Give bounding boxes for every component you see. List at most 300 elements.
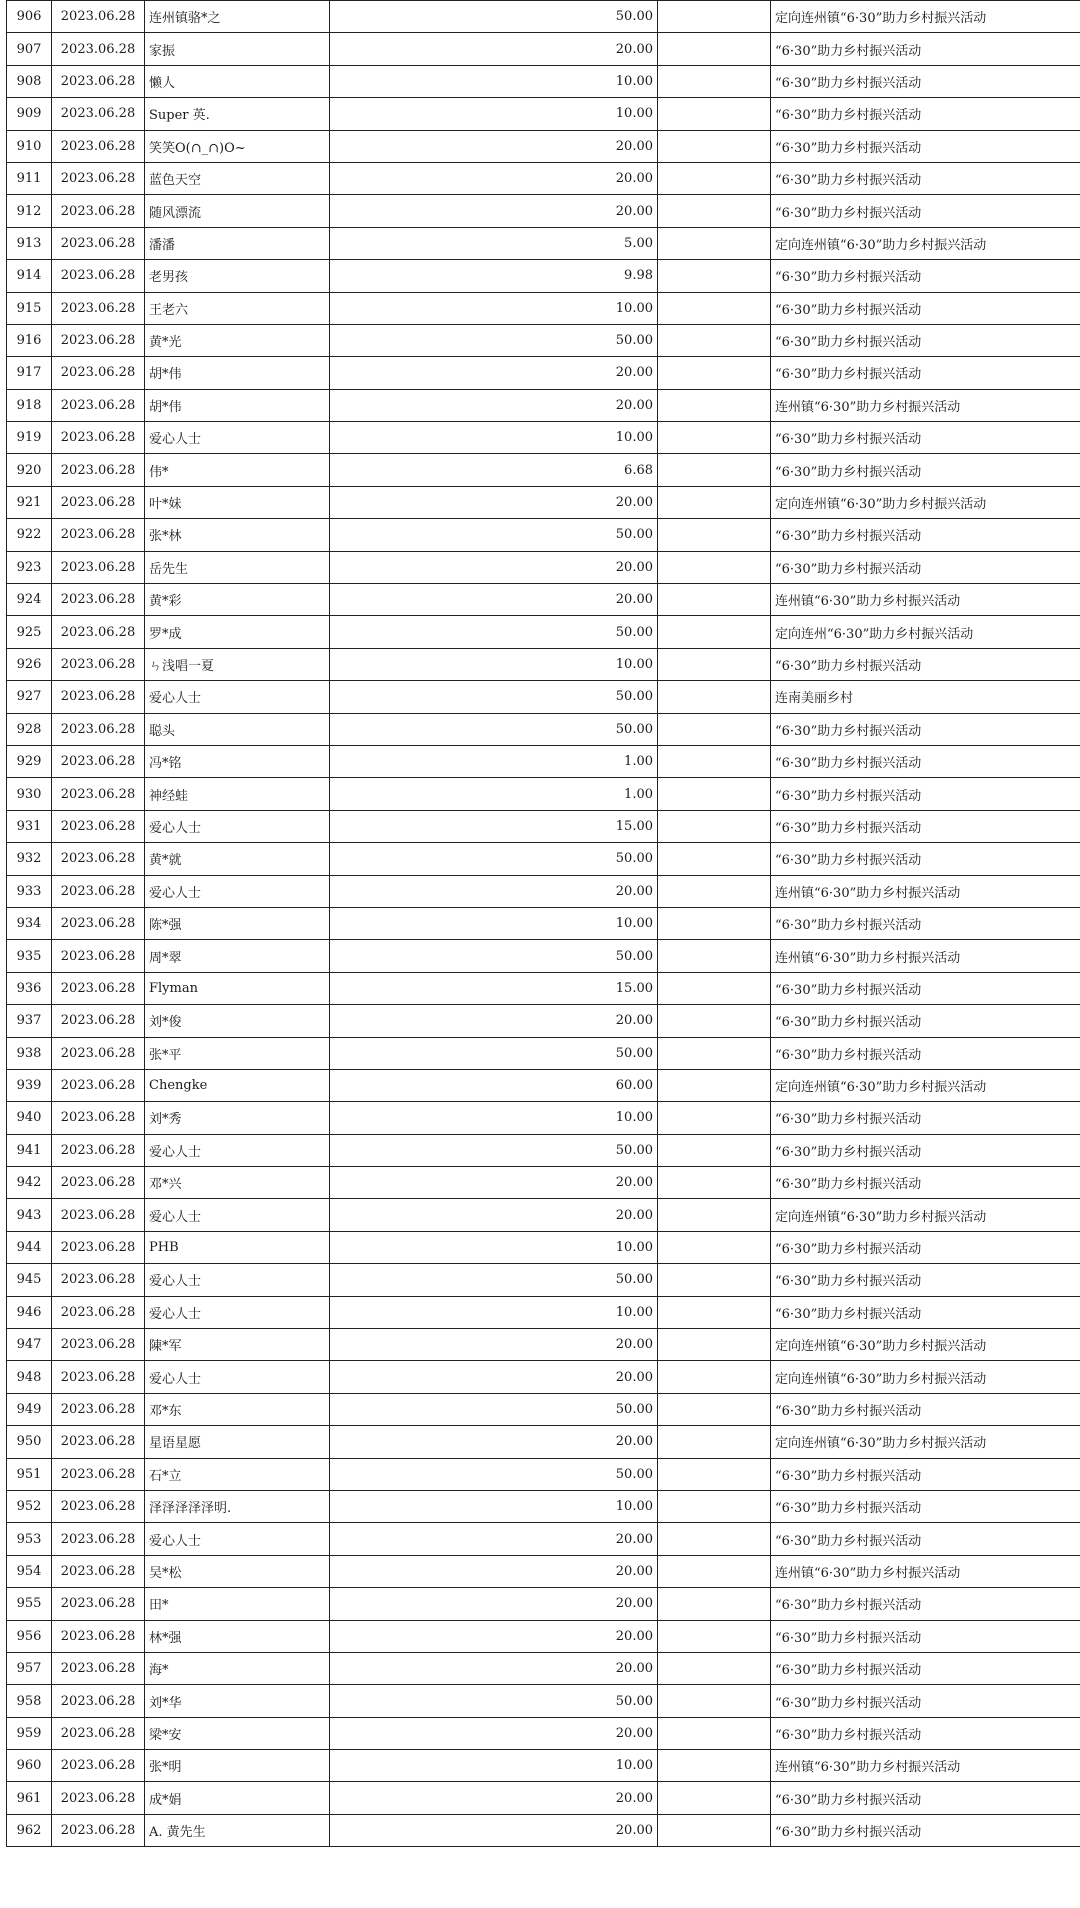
- purpose-cell: 定向连州镇“6·30”助力乡村振兴活动: [771, 227, 1080, 259]
- amount-cell: 50.00: [330, 1, 658, 33]
- row-number-cell: 922: [7, 519, 52, 551]
- row-number-cell: 927: [7, 681, 52, 713]
- donor-name-cell: 海*: [145, 1652, 330, 1684]
- donor-name-cell: 聪头: [145, 713, 330, 745]
- donor-name-cell: 神经蛙: [145, 778, 330, 810]
- purpose-cell: “6·30”助力乡村振兴活动: [771, 1523, 1080, 1555]
- row-number-cell: 913: [7, 227, 52, 259]
- date-cell: 2023.06.28: [52, 1458, 145, 1490]
- purpose-cell: 连州镇“6·30”助力乡村振兴活动: [771, 389, 1080, 421]
- table-row: [7, 1620, 1080, 1652]
- amount-cell: 10.00: [330, 1231, 658, 1263]
- date-cell: 2023.06.28: [52, 65, 145, 97]
- donor-name-cell: PHB: [145, 1231, 330, 1263]
- table-row: [7, 65, 1080, 97]
- table-row: [7, 1231, 1080, 1263]
- blank-cell: [658, 1134, 771, 1166]
- row-number-cell: 943: [7, 1199, 52, 1231]
- table-row: [7, 1652, 1080, 1684]
- donor-name-cell: 胡*伟: [145, 357, 330, 389]
- row-number-cell: 916: [7, 324, 52, 356]
- date-cell: 2023.06.28: [52, 1555, 145, 1587]
- purpose-cell: 连州镇“6·30”助力乡村振兴活动: [771, 940, 1080, 972]
- donor-name-cell: 潘潘: [145, 227, 330, 259]
- purpose-cell: “6·30”助力乡村振兴活动: [771, 162, 1080, 194]
- date-cell: 2023.06.28: [52, 843, 145, 875]
- row-number-cell: 912: [7, 195, 52, 227]
- amount-cell: 20.00: [330, 1555, 658, 1587]
- row-number-cell: 911: [7, 162, 52, 194]
- blank-cell: [658, 551, 771, 583]
- date-cell: 2023.06.28: [52, 681, 145, 713]
- purpose-cell: 连州镇“6·30”助力乡村振兴活动: [771, 584, 1080, 616]
- donor-name-cell: 周*翠: [145, 940, 330, 972]
- row-number-cell: 932: [7, 843, 52, 875]
- table-row: [7, 1426, 1080, 1458]
- table-row: [7, 1037, 1080, 1069]
- table-row: [7, 1588, 1080, 1620]
- amount-cell: 20.00: [330, 1620, 658, 1652]
- donor-name-cell: 连州镇骆*之: [145, 1, 330, 33]
- amount-cell: 15.00: [330, 810, 658, 842]
- table-row: [7, 1199, 1080, 1231]
- blank-cell: [658, 130, 771, 162]
- purpose-cell: “6·30”助力乡村振兴活动: [771, 357, 1080, 389]
- donor-name-cell: 爱心人士: [145, 1264, 330, 1296]
- date-cell: 2023.06.28: [52, 1717, 145, 1749]
- amount-cell: 20.00: [330, 1167, 658, 1199]
- table-row: [7, 1393, 1080, 1425]
- amount-cell: 50.00: [330, 940, 658, 972]
- amount-cell: 60.00: [330, 1069, 658, 1101]
- amount-cell: 10.00: [330, 65, 658, 97]
- donor-name-cell: 爱心人士: [145, 875, 330, 907]
- purpose-cell: “6·30”助力乡村振兴活动: [771, 1231, 1080, 1263]
- donor-name-cell: 泽泽泽泽泽明.: [145, 1490, 330, 1522]
- table-row: [7, 940, 1080, 972]
- amount-cell: 20.00: [330, 1426, 658, 1458]
- row-number-cell: 946: [7, 1296, 52, 1328]
- blank-cell: [658, 195, 771, 227]
- donor-name-cell: 岳先生: [145, 551, 330, 583]
- row-number-cell: 955: [7, 1588, 52, 1620]
- table-row: [7, 745, 1080, 777]
- table-row: [7, 98, 1080, 130]
- amount-cell: 50.00: [330, 1393, 658, 1425]
- row-number-cell: 914: [7, 260, 52, 292]
- table-row: [7, 584, 1080, 616]
- date-cell: 2023.06.28: [52, 1426, 145, 1458]
- table-row: [7, 1750, 1080, 1782]
- blank-cell: [658, 907, 771, 939]
- purpose-cell: “6·30”助力乡村振兴活动: [771, 1005, 1080, 1037]
- table-row: [7, 1005, 1080, 1037]
- purpose-cell: 连州镇“6·30”助力乡村振兴活动: [771, 875, 1080, 907]
- blank-cell: [658, 1329, 771, 1361]
- donor-name-cell: 张*林: [145, 519, 330, 551]
- blank-cell: [658, 1782, 771, 1814]
- donor-name-cell: 陳*军: [145, 1329, 330, 1361]
- table-row: [7, 551, 1080, 583]
- table-row: [7, 195, 1080, 227]
- amount-cell: 20.00: [330, 1652, 658, 1684]
- blank-cell: [658, 940, 771, 972]
- amount-cell: 20.00: [330, 1361, 658, 1393]
- date-cell: 2023.06.28: [52, 130, 145, 162]
- amount-cell: 20.00: [330, 1329, 658, 1361]
- purpose-cell: “6·30”助力乡村振兴活动: [771, 713, 1080, 745]
- purpose-cell: “6·30”助力乡村振兴活动: [771, 907, 1080, 939]
- purpose-cell: “6·30”助力乡村振兴活动: [771, 1588, 1080, 1620]
- amount-cell: 1.00: [330, 745, 658, 777]
- donor-name-cell: 爱心人士: [145, 1296, 330, 1328]
- amount-cell: 50.00: [330, 1264, 658, 1296]
- purpose-cell: 定向连州镇“6·30”助力乡村振兴活动: [771, 1, 1080, 33]
- blank-cell: [658, 1814, 771, 1846]
- table-row: [7, 1329, 1080, 1361]
- blank-cell: [658, 162, 771, 194]
- amount-cell: 5.00: [330, 227, 658, 259]
- date-cell: 2023.06.28: [52, 1199, 145, 1231]
- amount-cell: 20.00: [330, 1523, 658, 1555]
- donor-name-cell: 伟*: [145, 454, 330, 486]
- donor-name-cell: 黄*就: [145, 843, 330, 875]
- purpose-cell: “6·30”助力乡村振兴活动: [771, 1037, 1080, 1069]
- blank-cell: [658, 1037, 771, 1069]
- row-number-cell: 915: [7, 292, 52, 324]
- date-cell: 2023.06.28: [52, 778, 145, 810]
- blank-cell: [658, 98, 771, 130]
- donor-name-cell: 罗*成: [145, 616, 330, 648]
- table-row: [7, 1296, 1080, 1328]
- amount-cell: 50.00: [330, 713, 658, 745]
- row-number-cell: 931: [7, 810, 52, 842]
- blank-cell: [658, 1199, 771, 1231]
- donor-name-cell: 蓝色天空: [145, 162, 330, 194]
- table-row: [7, 1134, 1080, 1166]
- date-cell: 2023.06.28: [52, 260, 145, 292]
- table-row: [7, 1717, 1080, 1749]
- donor-name-cell: 张*明: [145, 1750, 330, 1782]
- date-cell: 2023.06.28: [52, 810, 145, 842]
- donor-name-cell: 胡*伟: [145, 389, 330, 421]
- amount-cell: 20.00: [330, 1005, 658, 1037]
- table-row: [7, 1685, 1080, 1717]
- purpose-cell: “6·30”助力乡村振兴活动: [771, 422, 1080, 454]
- amount-cell: 20.00: [330, 584, 658, 616]
- amount-cell: 20.00: [330, 1814, 658, 1846]
- donor-name-cell: 刘*秀: [145, 1102, 330, 1134]
- blank-cell: [658, 810, 771, 842]
- amount-cell: 20.00: [330, 875, 658, 907]
- donor-name-cell: 爱心人士: [145, 681, 330, 713]
- donor-name-cell: 爱心人士: [145, 422, 330, 454]
- row-number-cell: 919: [7, 422, 52, 454]
- purpose-cell: 连南美丽乡村: [771, 681, 1080, 713]
- blank-cell: [658, 324, 771, 356]
- row-number-cell: 961: [7, 1782, 52, 1814]
- blank-cell: [658, 1264, 771, 1296]
- amount-cell: 50.00: [330, 1037, 658, 1069]
- amount-cell: 10.00: [330, 1490, 658, 1522]
- table-row: [7, 713, 1080, 745]
- donor-name-cell: 爱心人士: [145, 1199, 330, 1231]
- date-cell: 2023.06.28: [52, 551, 145, 583]
- row-number-cell: 924: [7, 584, 52, 616]
- blank-cell: [658, 1458, 771, 1490]
- donor-name-cell: 爱心人士: [145, 1134, 330, 1166]
- purpose-cell: 定向连州镇“6·30”助力乡村振兴活动: [771, 1361, 1080, 1393]
- table-row: [7, 843, 1080, 875]
- row-number-cell: 952: [7, 1490, 52, 1522]
- blank-cell: [658, 292, 771, 324]
- row-number-cell: 958: [7, 1685, 52, 1717]
- blank-cell: [658, 1069, 771, 1101]
- date-cell: 2023.06.28: [52, 1490, 145, 1522]
- donor-name-cell: Chengke: [145, 1069, 330, 1101]
- table-row: [7, 1458, 1080, 1490]
- blank-cell: [658, 843, 771, 875]
- table-row: [7, 648, 1080, 680]
- date-cell: 2023.06.28: [52, 1814, 145, 1846]
- date-cell: 2023.06.28: [52, 33, 145, 65]
- purpose-cell: 定向连州镇“6·30”助力乡村振兴活动: [771, 1199, 1080, 1231]
- purpose-cell: “6·30”助力乡村振兴活动: [771, 810, 1080, 842]
- date-cell: 2023.06.28: [52, 162, 145, 194]
- table-row: [7, 681, 1080, 713]
- date-cell: 2023.06.28: [52, 486, 145, 518]
- date-cell: 2023.06.28: [52, 1264, 145, 1296]
- purpose-cell: “6·30”助力乡村振兴活动: [771, 292, 1080, 324]
- purpose-cell: 定向连州“6·30”助力乡村振兴活动: [771, 616, 1080, 648]
- donor-name-cell: Super 英.: [145, 98, 330, 130]
- amount-cell: 10.00: [330, 648, 658, 680]
- table-row: [7, 616, 1080, 648]
- date-cell: 2023.06.28: [52, 1329, 145, 1361]
- amount-cell: 50.00: [330, 324, 658, 356]
- row-number-cell: 962: [7, 1814, 52, 1846]
- donor-name-cell: 成*娟: [145, 1782, 330, 1814]
- table-row: [7, 422, 1080, 454]
- date-cell: 2023.06.28: [52, 1005, 145, 1037]
- row-number-cell: 953: [7, 1523, 52, 1555]
- blank-cell: [658, 972, 771, 1004]
- date-cell: 2023.06.28: [52, 616, 145, 648]
- date-cell: 2023.06.28: [52, 519, 145, 551]
- date-cell: 2023.06.28: [52, 1620, 145, 1652]
- amount-cell: 20.00: [330, 486, 658, 518]
- amount-cell: 10.00: [330, 1102, 658, 1134]
- donation-table: [6, 0, 1080, 1847]
- date-cell: 2023.06.28: [52, 875, 145, 907]
- date-cell: 2023.06.28: [52, 940, 145, 972]
- table-row: [7, 1523, 1080, 1555]
- blank-cell: [658, 875, 771, 907]
- table-row: [7, 1264, 1080, 1296]
- purpose-cell: “6·30”助力乡村振兴活动: [771, 65, 1080, 97]
- donor-name-cell: 随风漂流: [145, 195, 330, 227]
- donor-name-cell: 张*平: [145, 1037, 330, 1069]
- blank-cell: [658, 1490, 771, 1522]
- date-cell: 2023.06.28: [52, 1393, 145, 1425]
- donor-name-cell: 叶*妹: [145, 486, 330, 518]
- row-number-cell: 948: [7, 1361, 52, 1393]
- table-row: [7, 1782, 1080, 1814]
- row-number-cell: 918: [7, 389, 52, 421]
- amount-cell: 20.00: [330, 33, 658, 65]
- date-cell: 2023.06.28: [52, 1296, 145, 1328]
- blank-cell: [658, 1652, 771, 1684]
- purpose-cell: “6·30”助力乡村振兴活动: [771, 1620, 1080, 1652]
- date-cell: 2023.06.28: [52, 1588, 145, 1620]
- blank-cell: [658, 745, 771, 777]
- row-number-cell: 925: [7, 616, 52, 648]
- purpose-cell: “6·30”助力乡村振兴活动: [771, 1134, 1080, 1166]
- date-cell: 2023.06.28: [52, 454, 145, 486]
- table-row: [7, 972, 1080, 1004]
- row-number-cell: 949: [7, 1393, 52, 1425]
- blank-cell: [658, 1102, 771, 1134]
- date-cell: 2023.06.28: [52, 1361, 145, 1393]
- table-row: [7, 130, 1080, 162]
- purpose-cell: 连州镇“6·30”助力乡村振兴活动: [771, 1750, 1080, 1782]
- date-cell: 2023.06.28: [52, 195, 145, 227]
- blank-cell: [658, 389, 771, 421]
- amount-cell: 9.98: [330, 260, 658, 292]
- date-cell: 2023.06.28: [52, 422, 145, 454]
- amount-cell: 20.00: [330, 1782, 658, 1814]
- purpose-cell: “6·30”助力乡村振兴活动: [771, 33, 1080, 65]
- row-number-cell: 907: [7, 33, 52, 65]
- blank-cell: [658, 1717, 771, 1749]
- date-cell: 2023.06.28: [52, 1750, 145, 1782]
- row-number-cell: 928: [7, 713, 52, 745]
- purpose-cell: “6·30”助力乡村振兴活动: [771, 1296, 1080, 1328]
- date-cell: 2023.06.28: [52, 907, 145, 939]
- row-number-cell: 959: [7, 1717, 52, 1749]
- blank-cell: [658, 1005, 771, 1037]
- amount-cell: 20.00: [330, 195, 658, 227]
- amount-cell: 6.68: [330, 454, 658, 486]
- table-row: [7, 227, 1080, 259]
- donor-name-cell: 刘*俊: [145, 1005, 330, 1037]
- table-row: [7, 907, 1080, 939]
- amount-cell: 10.00: [330, 98, 658, 130]
- blank-cell: [658, 357, 771, 389]
- row-number-cell: 942: [7, 1167, 52, 1199]
- row-number-cell: 926: [7, 648, 52, 680]
- table-row: [7, 357, 1080, 389]
- row-number-cell: 910: [7, 130, 52, 162]
- purpose-cell: “6·30”助力乡村振兴活动: [771, 130, 1080, 162]
- date-cell: 2023.06.28: [52, 1069, 145, 1101]
- purpose-cell: “6·30”助力乡村振兴活动: [771, 98, 1080, 130]
- row-number-cell: 939: [7, 1069, 52, 1101]
- purpose-cell: 定向连州镇“6·30”助力乡村振兴活动: [771, 1329, 1080, 1361]
- purpose-cell: “6·30”助力乡村振兴活动: [771, 843, 1080, 875]
- donor-name-cell: Flyman: [145, 972, 330, 1004]
- amount-cell: 20.00: [330, 1588, 658, 1620]
- amount-cell: 50.00: [330, 616, 658, 648]
- row-number-cell: 908: [7, 65, 52, 97]
- row-number-cell: 944: [7, 1231, 52, 1263]
- blank-cell: [658, 1523, 771, 1555]
- blank-cell: [658, 1426, 771, 1458]
- blank-cell: [658, 1685, 771, 1717]
- donation-table-body: [7, 1, 1080, 1847]
- amount-cell: 10.00: [330, 1296, 658, 1328]
- table-row: [7, 1814, 1080, 1846]
- row-number-cell: 930: [7, 778, 52, 810]
- purpose-cell: 定向连州镇“6·30”助力乡村振兴活动: [771, 486, 1080, 518]
- row-number-cell: 937: [7, 1005, 52, 1037]
- date-cell: 2023.06.28: [52, 1, 145, 33]
- purpose-cell: 定向连州镇“6·30”助力乡村振兴活动: [771, 1069, 1080, 1101]
- amount-cell: 15.00: [330, 972, 658, 1004]
- date-cell: 2023.06.28: [52, 713, 145, 745]
- table-row: [7, 1555, 1080, 1587]
- blank-cell: [658, 1393, 771, 1425]
- purpose-cell: “6·30”助力乡村振兴活动: [771, 1264, 1080, 1296]
- table-row: [7, 454, 1080, 486]
- date-cell: 2023.06.28: [52, 1102, 145, 1134]
- purpose-cell: “6·30”助力乡村振兴活动: [771, 551, 1080, 583]
- purpose-cell: 连州镇“6·30”助力乡村振兴活动: [771, 1555, 1080, 1587]
- donor-name-cell: 林*强: [145, 1620, 330, 1652]
- amount-cell: 50.00: [330, 681, 658, 713]
- amount-cell: 50.00: [330, 1134, 658, 1166]
- purpose-cell: “6·30”助力乡村振兴活动: [771, 1458, 1080, 1490]
- row-number-cell: 941: [7, 1134, 52, 1166]
- blank-cell: [658, 33, 771, 65]
- amount-cell: 1.00: [330, 778, 658, 810]
- donor-name-cell: 梁*安: [145, 1717, 330, 1749]
- row-number-cell: 957: [7, 1652, 52, 1684]
- blank-cell: [658, 1361, 771, 1393]
- blank-cell: [658, 519, 771, 551]
- date-cell: 2023.06.28: [52, 972, 145, 1004]
- donor-name-cell: A. 黄先生: [145, 1814, 330, 1846]
- blank-cell: [658, 1750, 771, 1782]
- purpose-cell: “6·30”助力乡村振兴活动: [771, 195, 1080, 227]
- table-row: [7, 292, 1080, 324]
- blank-cell: [658, 1620, 771, 1652]
- purpose-cell: “6·30”助力乡村振兴活动: [771, 1814, 1080, 1846]
- purpose-cell: “6·30”助力乡村振兴活动: [771, 260, 1080, 292]
- row-number-cell: 921: [7, 486, 52, 518]
- date-cell: 2023.06.28: [52, 1523, 145, 1555]
- amount-cell: 20.00: [330, 130, 658, 162]
- blank-cell: [658, 1296, 771, 1328]
- table-row: [7, 875, 1080, 907]
- donor-name-cell: 爱心人士: [145, 810, 330, 842]
- donor-name-cell: 黄*彩: [145, 584, 330, 616]
- table-row: [7, 486, 1080, 518]
- date-cell: 2023.06.28: [52, 1782, 145, 1814]
- purpose-cell: “6·30”助力乡村振兴活动: [771, 1393, 1080, 1425]
- date-cell: 2023.06.28: [52, 227, 145, 259]
- date-cell: 2023.06.28: [52, 1167, 145, 1199]
- row-number-cell: 947: [7, 1329, 52, 1361]
- purpose-cell: “6·30”助力乡村振兴活动: [771, 1490, 1080, 1522]
- donor-name-cell: 陈*强: [145, 907, 330, 939]
- row-number-cell: 938: [7, 1037, 52, 1069]
- row-number-cell: 929: [7, 745, 52, 777]
- date-cell: 2023.06.28: [52, 389, 145, 421]
- date-cell: 2023.06.28: [52, 584, 145, 616]
- donor-name-cell: 老男孩: [145, 260, 330, 292]
- row-number-cell: 920: [7, 454, 52, 486]
